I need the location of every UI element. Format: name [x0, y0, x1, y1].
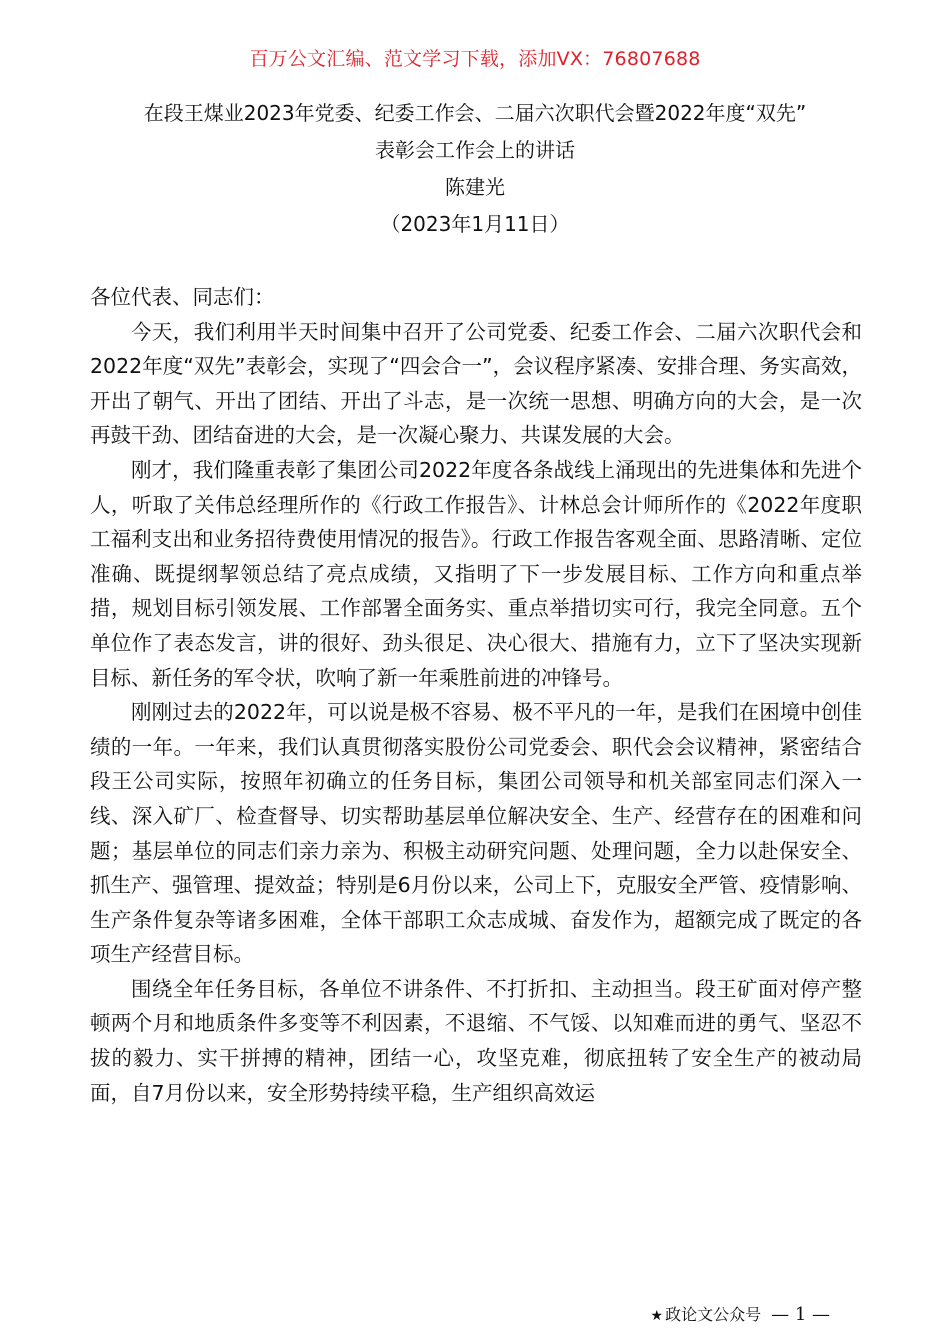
salutation: 各位代表、同志们：: [90, 285, 275, 309]
paragraph-2: 刚才，我们隆重表彰了集团公司2022年度各条战线上涌现出的先进集体和先进个人，听取了关伟总经理所作的《行政工作报告》、计林总会计师所作的《2022年度职工福利支出和业务招待费使用情况的报告》。行政工作报告客观全面、思路清晰、定位准确、既提纲挈领总结了亮点成绩，又指明了下一步发展目标、工作方向和重点举措，规划目标引领发展、工作部署全面务实、重点举措切实可行，我完全同意。五个单位作了表态发言，讲的很好、劲头很足、决心很大、措施有力，立下了坚决实现新目标、新任务的军令状，吹响了新一年乘胜前进的冲锋号。: [90, 457, 862, 690]
page-number: — 1 —: [771, 1304, 830, 1325]
title-block: [60, 95, 890, 243]
author-name: 陈建光: [445, 175, 505, 199]
title-line-1: 在段王煤业2023年党委、纪委工作会、二届六次职代会暨2022年度“双先”: [143, 101, 807, 125]
star-icon: ★: [650, 1308, 664, 1324]
footer-source: 政论文公众号: [665, 1305, 762, 1324]
paragraph-1: 今天，我们利用半天时间集中召开了公司党委、纪委工作会、二届六次职代会和2022年度“双先”表彰会，实现了“四会合一”，会议程序紧凑、安排合理、务实高效，开出了朝气、开出了团结、开出了斗志，是一次统一思想、明确方向的大会，是一次再鼓干劲、团结奋进的大会，是一次凝心聚力、共谋发展的大会。: [90, 319, 862, 448]
paragraph-4: 围绕全年任务目标，各单位不讲条件、不打折扣、主动担当。段王矿面对停产整顿两个月和地质条件多变等不利因素，不退缩、不气馁、以知难而进的勇气、坚忍不拔的毅力、实干拼搏的精神，团结一心，攻坚克难，彻底扭转了安全生产的被动局面，自7月份以来，安全形势持续平稳，生产组织高效运: [90, 976, 862, 1105]
speech-date: （2023年1月11日）: [380, 212, 570, 236]
body-text: [90, 280, 862, 1110]
watermark-header: 百万公文汇编、范文学习下载，添加VX：76807688: [249, 48, 701, 70]
paragraph-3: 刚刚过去的2022年，可以说是极不容易、极不平凡的一年，是我们在困境中创佳绩的一年。一年来，我们认真贯彻落实股份公司党委会、职代会会议精神，紧密结合段王公司实际，按照年初确立的任务目标，集团公司领导和机关部室同志们深入一线、深入矿厂、检查督导、切实帮助基层单位解决安全、生产、经营存在的困难和问题；基层单位的同志们亲力亲为、积极主动研究问题、处理问题，全力以赴保安全、抓生产、强管理、提效益；特别是6月份以来，公司上下，克服安全严管、疫情影响、生产条件复杂等诸多困难，全体干部职工众志成城、奋发作为，超额完成了既定的各项生产经营目标。: [90, 700, 862, 967]
page-footer: [651, 1300, 830, 1331]
title-line-2: 表彰会工作会上的讲话: [375, 138, 575, 162]
